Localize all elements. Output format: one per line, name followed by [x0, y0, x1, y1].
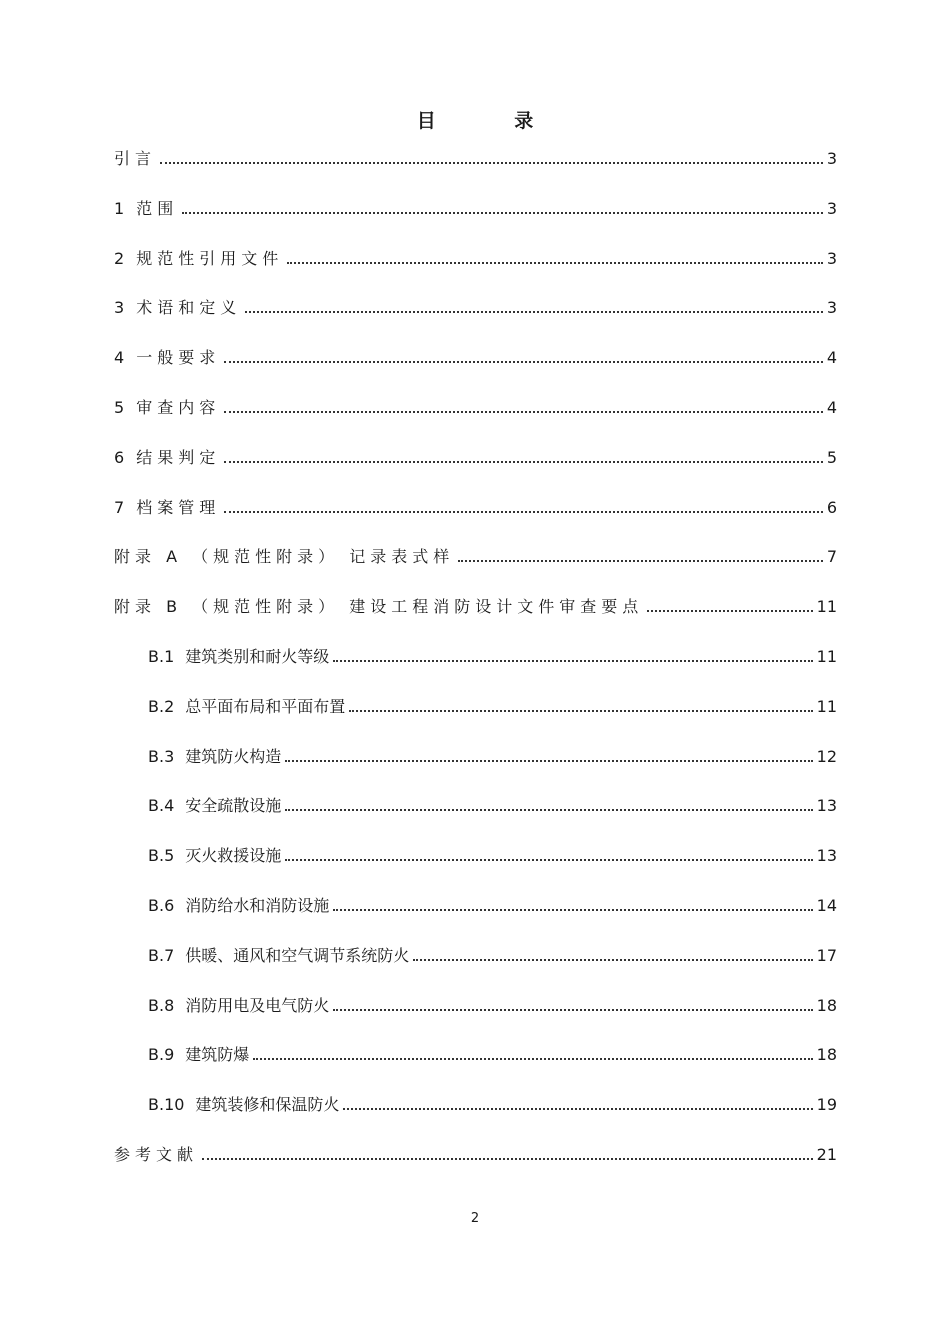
toc-entry-number: 2 [114, 249, 125, 268]
toc-entry[interactable] [148, 992, 837, 1016]
toc-dot-leader [333, 908, 812, 911]
toc-entry[interactable] [148, 693, 837, 717]
toc-entry-number: B.3 [148, 747, 175, 766]
toc-entry-text: 建筑类别和耐火等级 [185, 647, 330, 666]
toc-entry-number: B.6 [148, 896, 175, 915]
toc-entry-page: 11 [816, 597, 837, 616]
toc-entry-page: 18 [816, 1045, 837, 1064]
toc-entry-text: 建筑防火构造 [185, 747, 282, 766]
toc-dot-leader [343, 1107, 812, 1110]
toc-dot-leader [224, 410, 823, 413]
toc-dot-leader [285, 808, 812, 811]
toc-dot-leader [458, 559, 823, 562]
toc-entry-page: 3 [826, 199, 837, 218]
toc-entry[interactable] [148, 643, 837, 667]
toc-entry-text: 范围 [136, 199, 179, 218]
toc-entry[interactable] [114, 394, 837, 418]
toc-dot-leader [349, 709, 812, 712]
toc-dot-leader [224, 360, 823, 363]
toc-entry-page: 6 [826, 498, 837, 517]
toc-entry-text: 建筑防爆 [185, 1045, 250, 1064]
toc-entry-text: 审查内容 [136, 398, 221, 417]
toc-entry-number: 3 [114, 298, 125, 317]
toc-entry[interactable] [114, 494, 837, 518]
toc-dot-leader [160, 161, 823, 164]
toc-entry-page: 5 [826, 448, 837, 467]
toc-entry-text: 引言 [114, 149, 157, 168]
toc-entry[interactable] [114, 543, 837, 567]
toc-dot-leader [224, 510, 823, 513]
toc-entry-page: 12 [816, 747, 837, 766]
toc-entry[interactable] [114, 195, 837, 219]
toc-dot-leader [253, 1057, 812, 1060]
toc-entry-page: 3 [826, 149, 837, 168]
page-number: 2 [470, 1211, 480, 1226]
toc-entry-text: 参考文献 [114, 1145, 199, 1164]
toc-entry[interactable] [114, 593, 837, 617]
toc-dot-leader [285, 759, 812, 762]
toc-entry[interactable] [114, 245, 837, 269]
toc-entry-page: 4 [826, 398, 837, 417]
toc-dot-leader [287, 261, 823, 264]
toc-entry-page: 11 [816, 697, 837, 716]
toc-entry-number: 5 [114, 398, 125, 417]
toc-entry[interactable] [148, 743, 837, 767]
toc-entry-page: 14 [816, 896, 837, 915]
toc-entry[interactable] [148, 1091, 837, 1115]
toc-entry-page: 17 [816, 946, 837, 965]
toc-dot-leader [285, 858, 812, 861]
toc-entry-text: 灭火救援设施 [185, 846, 282, 865]
toc-entry-text: 供暖、通风和空气调节系统防火 [185, 946, 410, 965]
toc-entry-text: 附录 B （规范性附录） 建设工程消防设计文件审查要点 [114, 597, 644, 616]
toc-entry[interactable] [148, 1041, 837, 1065]
toc-entry[interactable] [148, 942, 837, 966]
toc-entry-text: 术语和定义 [136, 298, 242, 317]
toc-entry-text: 消防用电及电气防火 [185, 996, 330, 1015]
toc-entry-number: 1 [114, 199, 125, 218]
toc-entry-number: B.7 [148, 946, 175, 965]
toc-entry-page: 11 [816, 647, 837, 666]
toc-entry-text: 总平面布局和平面布置 [185, 697, 346, 716]
toc-entry[interactable] [114, 1141, 837, 1165]
toc-entry-page: 3 [826, 249, 837, 268]
toc-entry-text: 附录 A （规范性附录） 记录表式样 [114, 547, 455, 566]
toc-title: 目 录 [416, 110, 570, 132]
toc-entry-number: B.2 [148, 697, 175, 716]
toc-entry-page: 13 [816, 796, 837, 815]
toc-dot-leader [202, 1157, 813, 1160]
toc-dot-leader [333, 659, 812, 662]
toc-dot-leader [413, 958, 812, 961]
toc-entry-number: B.9 [148, 1045, 175, 1064]
toc-entry-number: 7 [114, 498, 125, 517]
toc-entry-number: B.5 [148, 846, 175, 865]
toc-entry-text: 建筑装修和保温防火 [195, 1095, 340, 1114]
toc-entry[interactable] [148, 792, 837, 816]
toc-dot-leader [224, 460, 823, 463]
toc-entry-text: 结果判定 [136, 448, 221, 467]
toc-entry-text: 安全疏散设施 [185, 796, 282, 815]
toc-entry[interactable] [148, 842, 837, 866]
toc-dot-leader [182, 211, 823, 214]
toc-entry[interactable] [148, 892, 837, 916]
toc-entry-text: 规范性引用文件 [136, 249, 284, 268]
toc-entry-page: 21 [816, 1145, 837, 1164]
toc-dot-leader [333, 1008, 812, 1011]
toc-entry-number: B.8 [148, 996, 175, 1015]
toc-entry-text: 一般要求 [136, 348, 221, 367]
toc-entry-number: B.10 [148, 1095, 185, 1114]
toc-entry-page: 7 [826, 547, 837, 566]
toc-entry-page: 3 [826, 298, 837, 317]
toc-entry[interactable] [114, 344, 837, 368]
toc-entry-number: 4 [114, 348, 125, 367]
toc-entry-text: 档案管理 [136, 498, 221, 517]
toc-entry[interactable] [114, 294, 837, 318]
toc-entry[interactable] [114, 145, 837, 169]
toc-entry-page: 18 [816, 996, 837, 1015]
toc-entry-number: 6 [114, 448, 125, 467]
toc-entry-page: 4 [826, 348, 837, 367]
toc-entry-number: B.1 [148, 647, 175, 666]
toc-entry[interactable] [114, 444, 837, 468]
toc-entry-text: 消防给水和消防设施 [185, 896, 330, 915]
toc-entry-page: 19 [816, 1095, 837, 1114]
toc-entry-page: 13 [816, 846, 837, 865]
toc-dot-leader [647, 609, 812, 612]
toc-dot-leader [245, 310, 823, 313]
toc-entry-number: B.4 [148, 796, 175, 815]
